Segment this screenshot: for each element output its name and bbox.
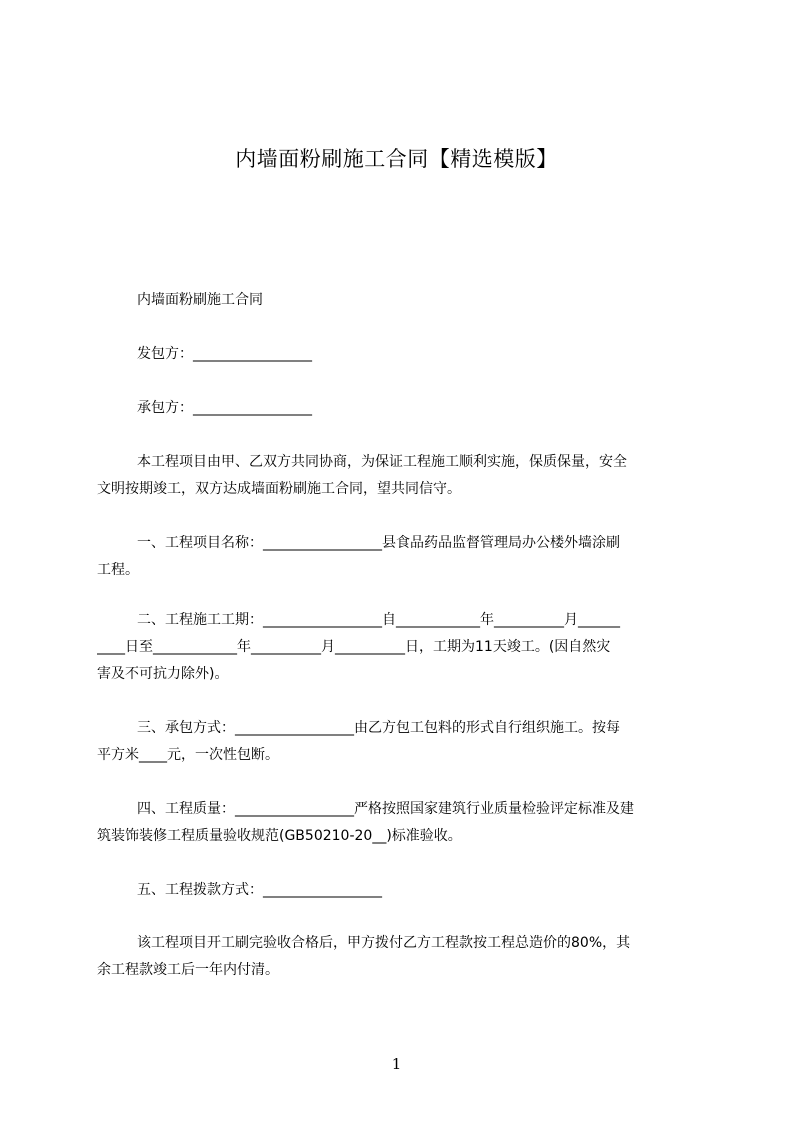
intro-paragraph-line: 文明按期竣工，双方达成墙面粉刷施工合同，望共同信守。 xyxy=(97,481,461,497)
clause-5-line: 五、工程拨款方式：_________________ xyxy=(137,882,382,898)
clause-3-line: 三、承包方式：_________________由乙方包工包料的形式自行组织施工。按每 xyxy=(137,720,620,736)
clause-4-line: 筑装饰装修工程质量验收规范(GB50210-20__)标准验收。 xyxy=(97,828,462,844)
clause-2-line: ____日至____________年__________月__________日，工期为11天竣工。(因自然灾 xyxy=(97,639,611,655)
clause-1-line: 一、工程项目名称：_________________县食品药品监督管理局办公楼外墙涂刷 xyxy=(137,535,620,551)
clause-2-line: 二、工程施工工期：_________________自____________年__________月______ xyxy=(137,612,620,628)
payment-paragraph-line: 该工程项目开工刷完验收合格后，甲方拨付乙方工程款按工程总造价的80%，其 xyxy=(137,935,631,951)
contract-name: 内墙面粉刷施工合同 xyxy=(137,292,263,308)
document-title: 内墙面粉刷施工合同【精选模版】 xyxy=(235,147,558,171)
clause-2-line: 害及不可抗力除外)。 xyxy=(97,666,229,682)
intro-paragraph-line: 本工程项目由甲、乙双方共同协商，为保证工程施工顺利实施，保质保量，安全 xyxy=(137,454,627,470)
clause-3-line: 平方米____元，一次性包断。 xyxy=(97,747,279,763)
payment-paragraph-line: 余工程款竣工后一年内付清。 xyxy=(97,962,279,978)
contractor-field: 承包方：_________________ xyxy=(137,400,312,416)
clause-4-line: 四、工程质量：_________________严格按照国家建筑行业质量检验评定标准及建 xyxy=(137,801,634,817)
employer-field: 发包方：_________________ xyxy=(137,346,312,362)
page-number: 1 xyxy=(391,1055,402,1073)
clause-1-line: 工程。 xyxy=(97,562,139,578)
